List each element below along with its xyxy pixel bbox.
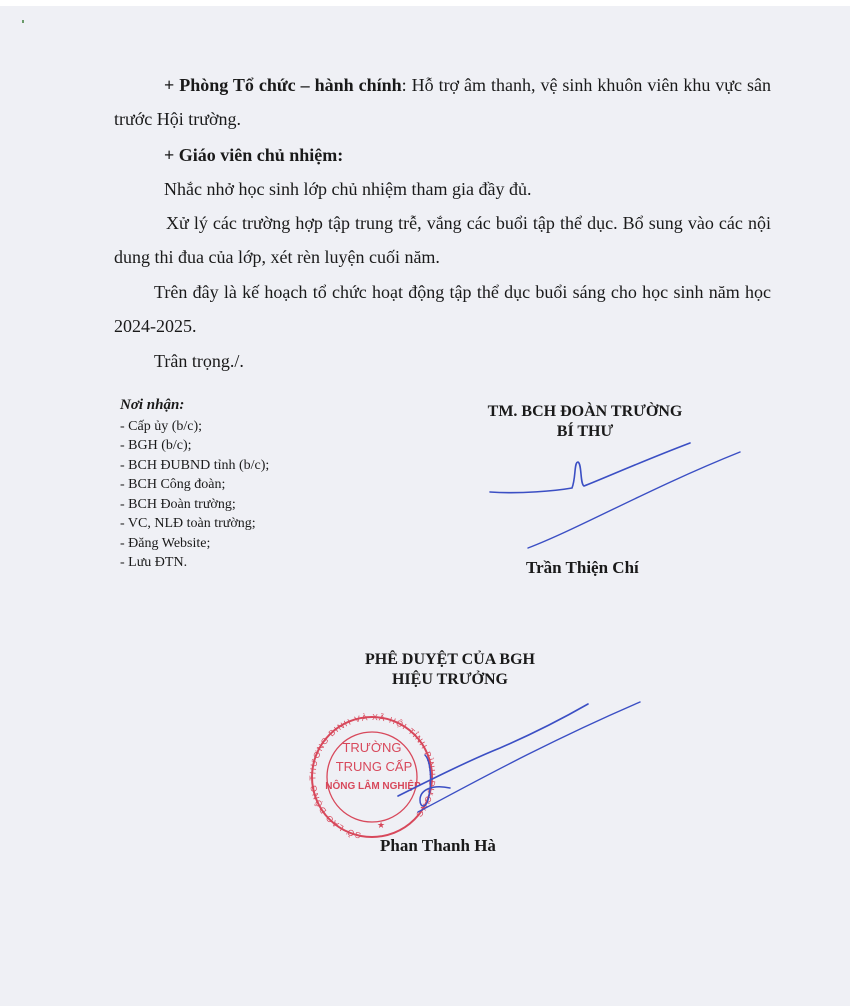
star-icon: ★ xyxy=(376,820,386,830)
recipient-item: - BGH (b/c); xyxy=(120,438,192,453)
paragraph-plan-summary: Trên đây là kế hoạch tổ chức hoạt động tập thể dục buổi sáng cho học sinh năm học 2024-2025. xyxy=(114,282,771,336)
principal-signature-flourish xyxy=(418,702,640,812)
recipient-item: - BCH Đoàn trường; xyxy=(120,496,236,512)
stamp-center-line3: NÔNG LÂM NGHIỆP xyxy=(325,781,421,792)
union-title-line: TM. BCH ĐOÀN TRƯỜNG xyxy=(487,403,683,420)
admin-dept-text: : Hỗ trợ âm thanh, vệ sinh khuôn viên khu vực sân trước Hội trường. xyxy=(114,75,771,129)
stamp-center-line2: TRUNG CẤP xyxy=(335,759,413,774)
union-signature-underline xyxy=(528,452,740,548)
paragraph-handling: Xử lý các trường hợp tập trung trễ, vắng các buổi tập thể dục. Bổ sung vào các nội dung thi đua của lớp, xét rèn luyện cuối năm. xyxy=(114,213,771,267)
official-stamp xyxy=(307,712,437,841)
paragraph-regards: Trân trọng./. xyxy=(154,351,244,371)
stamp-center-line1: TRƯỜNG xyxy=(342,740,402,755)
recipients-title: Nơi nhận: xyxy=(120,397,185,413)
approval-role-line: HIỆU TRƯỞNG xyxy=(391,671,508,688)
approval-title-line: PHÊ DUYỆT CỦA BGH xyxy=(365,651,535,668)
admin-dept-label: + Phòng Tổ chức – hành chính xyxy=(164,75,402,95)
recipient-item: - BCH Công đoàn; xyxy=(120,477,226,492)
recipient-item: - VC, NLĐ toàn trường; xyxy=(120,516,256,531)
recipient-item: - BCH ĐUBND tỉnh (b/c); xyxy=(120,457,270,473)
stamp-ring-text: SỞ LAO ĐỘNG THƯƠNG BINH VÀ XÃ HỘI TỈNH BÌNH DƯƠNG xyxy=(307,711,438,841)
union-signer-name: Trần Thiện Chí xyxy=(526,558,639,577)
paragraph-remind: Nhắc nhở học sinh lớp chủ nhiệm tham gia đầy đủ. xyxy=(164,179,532,199)
principal-signer-name: Phan Thanh Hà xyxy=(380,836,496,855)
recipient-item: - Đăng Website; xyxy=(120,535,211,551)
recipient-item: - Lưu ĐTN. xyxy=(120,555,188,570)
paragraph-homeroom-heading: + Giáo viên chủ nhiệm: xyxy=(164,145,344,165)
union-signature-stroke xyxy=(490,443,690,493)
recipient-item: - Cấp ủy (b/c); xyxy=(120,418,203,434)
union-role-line: BÍ THƯ xyxy=(556,423,614,440)
